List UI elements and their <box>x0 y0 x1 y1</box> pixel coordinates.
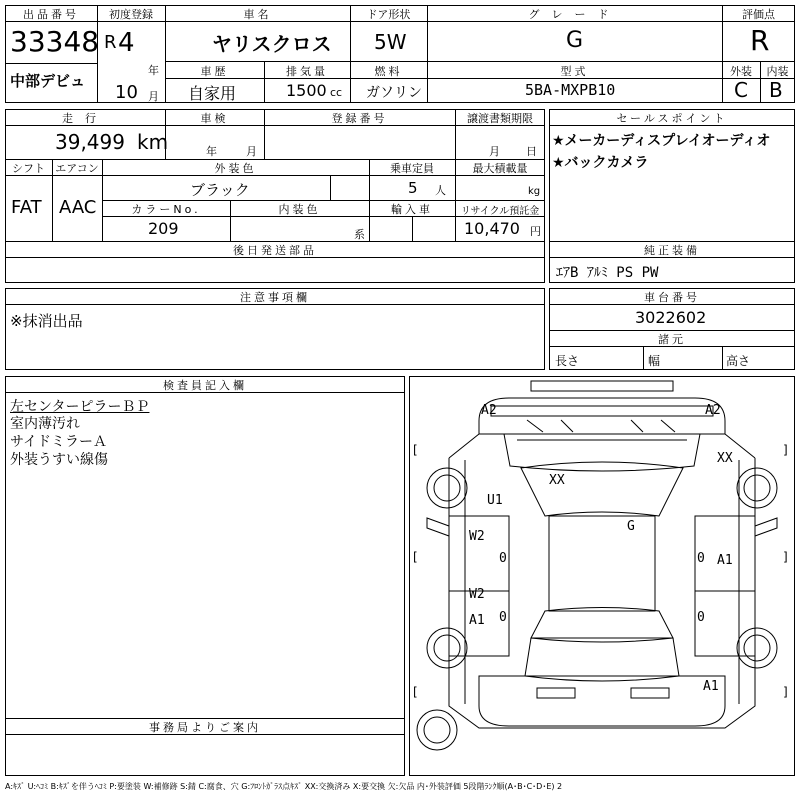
ac-label: エアコン <box>55 162 99 175</box>
notes-label: 注意事項欄 <box>240 291 310 304</box>
mark-zero-left-lower: 0 <box>499 610 507 625</box>
mark-a1-left: A1 <box>469 613 485 628</box>
lot-number: 33348 <box>10 25 100 58</box>
dims-label: 諸元 <box>658 333 686 346</box>
mark-bracket-right-mid: ] <box>783 550 788 564</box>
score-label: 評価点 <box>742 8 775 21</box>
equipment-label: 純正装備 <box>644 244 700 257</box>
mark-bracket-right-top: ] <box>783 443 788 457</box>
inspection-year-unit: 年 <box>206 145 217 158</box>
sales-point-label: セールスポイント <box>616 112 728 125</box>
color-no: 209 <box>148 219 179 238</box>
color-no-label: カラーNo. <box>131 203 201 216</box>
mark-bracket-left-low: [ <box>413 685 418 699</box>
mark-bracket-left-top: [ <box>413 443 418 457</box>
displacement-unit: cc <box>330 86 343 99</box>
mark-a1-right-mid: A1 <box>717 553 733 568</box>
first-reg-label: 初度登録 <box>109 8 153 21</box>
max-load-unit: kg <box>528 186 541 197</box>
auction-score: R <box>750 24 770 57</box>
ext-color-label: 外装色 <box>214 162 257 175</box>
recycle-unit: 円 <box>530 225 541 238</box>
fuel-label: 燃料 <box>374 65 403 78</box>
chassis-number: 3022602 <box>635 308 707 327</box>
exterior-grade-label: 外装 <box>730 65 752 78</box>
reg-month: 10 <box>115 82 138 103</box>
history: 自家用 <box>188 84 237 103</box>
air-conditioner: AAC <box>59 197 97 218</box>
sales-point-1: ★メーカーディスプレイオーディオ <box>552 133 771 149</box>
year-unit: 年 <box>148 64 159 77</box>
int-color-label: 内装色 <box>278 203 321 216</box>
mark-a1-right-low: A1 <box>703 679 719 694</box>
inspection-month-unit: 月 <box>246 145 257 158</box>
interior-grade: B <box>769 78 783 102</box>
grade: G <box>566 28 584 53</box>
capacity: 5 <box>408 179 418 197</box>
reg-year: 4 <box>118 28 135 58</box>
recycle-label: リサイクル預託金 <box>460 206 540 217</box>
interior-grade-label: 内装 <box>766 65 789 78</box>
capacity-label: 乗車定員 <box>390 162 434 175</box>
length-label: 長さ <box>555 354 580 368</box>
max-load-label: 最大積載量 <box>472 162 528 175</box>
mark-xx-center: XX <box>549 473 565 488</box>
mark-a2-left: A2 <box>481 403 497 418</box>
era: R <box>104 32 117 53</box>
shift-label: シフト <box>12 162 45 175</box>
displacement: 1500 <box>286 81 327 100</box>
inspector-line-3: サイドミラーＡ <box>10 434 108 450</box>
mark-u1: U1 <box>487 493 503 508</box>
mark-w2-lower: W2 <box>469 587 485 602</box>
mark-zero-right-lower: 0 <box>697 610 705 625</box>
transfer-label: 譲渡書類期限 <box>467 112 533 125</box>
inspector-line-2: 室内薄汚れ <box>10 416 80 432</box>
import-label: 輸入車 <box>391 203 433 216</box>
exterior-grade: C <box>734 78 748 102</box>
model-label: 型式 <box>560 65 589 78</box>
inspection-label: 車検 <box>200 112 229 125</box>
lot-label: 出品番号 <box>23 8 79 21</box>
inspector-label: 検査員記入欄 <box>163 379 247 392</box>
notes-value: ※抹消出品 <box>10 312 83 330</box>
later-parts-label: 後日発送部品 <box>233 244 317 257</box>
width-label: 幅 <box>648 354 661 368</box>
history-label: 車歴 <box>200 65 229 78</box>
sales-point-2: ★バックカメラ <box>552 155 649 171</box>
mark-zero-left-upper: 0 <box>499 551 507 566</box>
inspector-line-1: 左センターピラーＢＰ <box>10 399 150 415</box>
car-diagram <box>409 376 795 776</box>
mileage: 39,499 <box>55 130 125 154</box>
transfer-day-unit: 日 <box>526 145 537 158</box>
ext-color: ブラック <box>190 181 250 199</box>
mark-a2-right: A2 <box>705 403 721 418</box>
mark-xx-right: XX <box>717 451 733 466</box>
chassis-label: 車台番号 <box>644 291 700 304</box>
equipment-value: ｴｱB ｱﾙﾐ PS PW <box>556 265 659 281</box>
door-label: ドア形状 <box>366 8 411 21</box>
int-color-unit: 系 <box>354 228 365 241</box>
office-label: 事務局よりご案内 <box>149 721 261 734</box>
transfer-month-unit: 月 <box>489 145 500 158</box>
height-label: 高さ <box>726 354 751 368</box>
event-name: 中部デビュ <box>10 72 86 90</box>
mileage-label: 走行 <box>62 112 108 125</box>
reg-no-label: 登録番号 <box>331 112 388 125</box>
model-code: 5BA-MXPB10 <box>525 81 616 99</box>
mark-w2-upper: W2 <box>469 529 485 544</box>
door-type: 5W <box>374 30 407 54</box>
capacity-unit: 人 <box>435 184 446 197</box>
damage-legend: A:ｷｽﾞ U:ﾍｺﾐ B:ｷｽﾞを伴うﾍｺﾐ P:要塗装 W:補修跡 S:錆 C:腐食、穴 G:ﾌﾛﾝﾄｶﾞﾗｽ点ｷｽﾞ XX:交換済み X:要交換 欠:欠品 内･外装評価 5段階ﾗﾝｸ順(A･B･C･D･E) 2 <box>5 782 563 791</box>
grade-label: グレード <box>528 8 621 21</box>
mark-g: G <box>627 519 635 534</box>
mark-bracket-right-low: ] <box>783 685 788 699</box>
mark-bracket-left-mid: [ <box>413 550 418 564</box>
mark-zero-right-upper: 0 <box>697 551 705 566</box>
car-name-label: 車名 <box>243 8 272 21</box>
shift: FAT <box>11 197 42 218</box>
inspector-line-4: 外装うすい線傷 <box>10 452 108 468</box>
fuel: ガソリン <box>366 85 422 101</box>
recycle-fee: 10,470 <box>464 219 520 238</box>
mileage-unit: km <box>137 130 169 154</box>
displacement-label: 排気量 <box>286 65 328 78</box>
car-name: ヤリスクロス <box>212 32 332 56</box>
month-unit: 月 <box>148 90 159 103</box>
